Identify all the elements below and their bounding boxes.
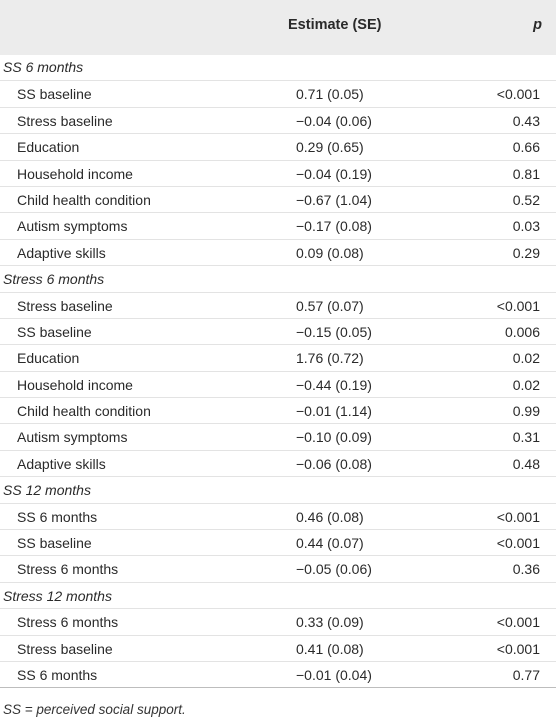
table-row — [0, 160, 556, 186]
table-row — [0, 107, 556, 133]
table-row — [0, 555, 556, 581]
estimate-cell: 0.71 (0.05) — [296, 86, 364, 103]
section-header-row — [0, 582, 556, 608]
p-value-cell: 0.03 — [512, 218, 540, 235]
estimate-cell: −0.04 (0.19) — [296, 165, 372, 182]
estimate-cell: −0.67 (1.04) — [296, 191, 372, 208]
section-label: SS 6 months — [3, 59, 84, 75]
table-header-row — [0, 0, 556, 55]
table-row — [0, 133, 556, 159]
estimate-cell: 0.29 (0.65) — [296, 139, 364, 156]
table-row — [0, 239, 556, 265]
estimate-cell: −0.06 (0.08) — [296, 455, 372, 472]
table-row — [0, 608, 556, 634]
row-label: Adaptive skills — [17, 455, 106, 472]
table-row — [0, 503, 556, 529]
estimate-cell: 0.57 (0.07) — [296, 297, 364, 314]
row-label: Child health condition — [17, 403, 151, 420]
table-bottom-rule — [0, 687, 556, 688]
row-label: Autism symptoms — [17, 429, 128, 446]
column-header-estimate: Estimate (SE) — [288, 17, 382, 33]
p-value-cell: 0.77 — [512, 666, 540, 683]
estimate-cell: −0.15 (0.05) — [296, 323, 372, 340]
p-value-cell: <0.001 — [496, 86, 540, 103]
table-footnote: SS = perceived social support. — [3, 702, 186, 717]
estimate-cell: 0.46 (0.08) — [296, 508, 364, 525]
estimate-cell: 1.76 (0.72) — [296, 350, 364, 367]
p-value-cell: 0.43 — [512, 112, 540, 129]
row-label: Stress 6 months — [17, 614, 119, 631]
section-label: SS 12 months — [3, 482, 91, 499]
table-row — [0, 450, 556, 476]
table-row — [0, 344, 556, 370]
p-value-cell: 0.29 — [512, 244, 540, 261]
estimate-cell: −0.04 (0.06) — [296, 112, 372, 129]
estimate-cell: −0.01 (0.04) — [296, 666, 372, 683]
estimate-cell: −0.10 (0.09) — [296, 429, 372, 446]
p-value-cell: 0.48 — [512, 455, 540, 472]
table-body — [0, 54, 556, 687]
row-label: Autism symptoms — [17, 218, 128, 235]
row-label: Stress 6 months — [17, 561, 119, 578]
estimate-cell: 0.33 (0.09) — [296, 614, 364, 631]
table-row — [0, 661, 556, 687]
section-header-row — [0, 476, 556, 502]
estimate-cell: −0.17 (0.08) — [296, 218, 372, 235]
p-value-cell: 0.99 — [512, 403, 540, 420]
estimate-cell: 0.41 (0.08) — [296, 640, 364, 657]
row-label: Stress baseline — [17, 640, 113, 657]
column-header-p: p — [533, 17, 542, 33]
row-label: Education — [17, 139, 80, 156]
table-row — [0, 212, 556, 238]
p-value-cell: 0.81 — [512, 165, 540, 182]
estimate-cell: 0.09 (0.08) — [296, 244, 364, 261]
p-value-cell: 0.36 — [512, 561, 540, 578]
estimate-cell: −0.05 (0.06) — [296, 561, 372, 578]
table-row — [0, 318, 556, 344]
row-label: Education — [17, 350, 80, 367]
row-label: SS baseline — [17, 535, 92, 552]
row-label: SS baseline — [17, 323, 92, 340]
row-label: SS baseline — [17, 86, 92, 103]
row-label: Child health condition — [17, 191, 151, 208]
p-value-cell: <0.001 — [496, 297, 540, 314]
row-label: Stress baseline — [17, 297, 113, 314]
section-header-row — [0, 265, 556, 291]
row-label: Adaptive skills — [17, 244, 106, 261]
section-header-row — [0, 54, 556, 80]
p-value-cell: 0.52 — [512, 191, 540, 208]
p-value-cell: 0.31 — [512, 429, 540, 446]
row-label: Household income — [17, 165, 133, 182]
table-row — [0, 397, 556, 423]
estimate-cell: −0.01 (1.14) — [296, 403, 372, 420]
p-value-cell: <0.001 — [496, 508, 540, 525]
table-row — [0, 423, 556, 449]
table-row — [0, 529, 556, 555]
table-row — [0, 186, 556, 212]
p-value-cell: 0.02 — [512, 376, 540, 393]
p-value-cell: <0.001 — [496, 535, 540, 552]
p-value-cell: <0.001 — [496, 640, 540, 657]
p-value-cell: 0.006 — [504, 323, 540, 340]
p-value-cell: <0.001 — [496, 614, 540, 631]
estimate-cell: −0.44 (0.19) — [296, 376, 372, 393]
section-label: Stress 6 months — [3, 271, 105, 288]
p-value-cell: 0.02 — [512, 350, 540, 367]
table-row — [0, 80, 556, 106]
row-label: Stress baseline — [17, 112, 113, 129]
row-label: Household income — [17, 376, 133, 393]
estimate-cell: 0.44 (0.07) — [296, 535, 364, 552]
row-label: SS 6 months — [17, 508, 98, 525]
table-row — [0, 292, 556, 318]
table-row — [0, 635, 556, 661]
section-label: Stress 12 months — [3, 587, 112, 604]
p-value-cell: 0.66 — [512, 139, 540, 156]
row-label: SS 6 months — [17, 666, 98, 683]
table-row — [0, 371, 556, 397]
